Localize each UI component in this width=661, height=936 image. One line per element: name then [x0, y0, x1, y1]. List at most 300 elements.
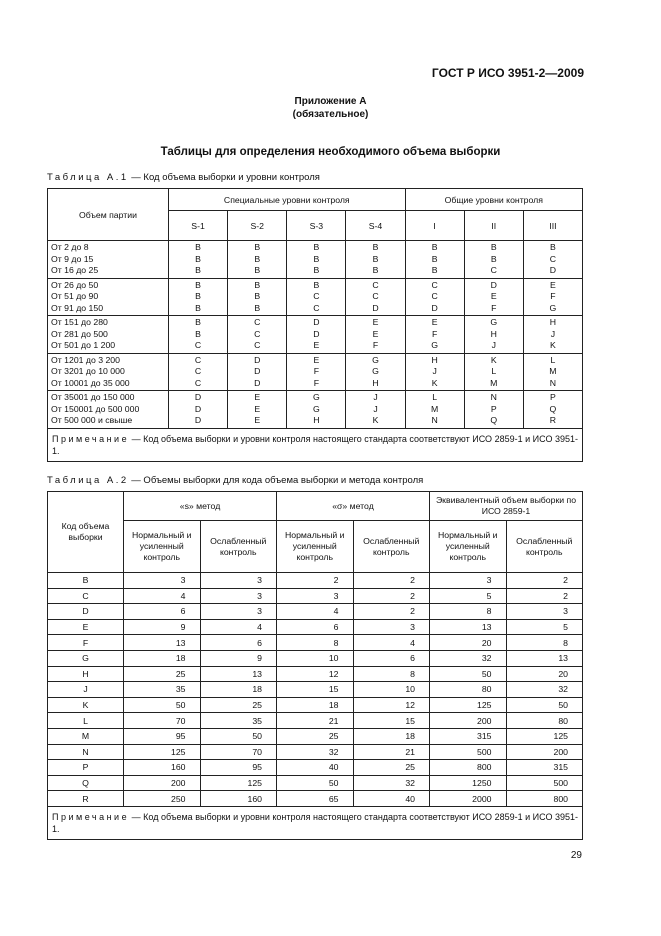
sample-size-cell: 125: [430, 697, 507, 713]
code-letter: D: [194, 415, 202, 425]
code-letter: E: [313, 354, 320, 365]
table2-note: [48, 806, 583, 839]
code-letter: N: [431, 415, 438, 425]
code-letter: H: [372, 377, 379, 388]
code-letter: L: [550, 354, 556, 365]
sample-size-cell: 200: [506, 744, 583, 760]
table1-caption-prefix: Таблица А.1: [47, 172, 129, 183]
code-letter-cell: [346, 316, 405, 354]
table2-caption: [47, 475, 423, 486]
code-letter-cell: [287, 316, 346, 354]
code-letter: B: [313, 253, 320, 264]
sample-size-cell: 80: [506, 713, 583, 729]
table-row: [48, 619, 583, 635]
sample-size-cell: 2: [277, 573, 354, 589]
code-letter: B: [490, 242, 497, 252]
table-row: [48, 713, 583, 729]
sample-code-table: [47, 188, 583, 462]
code-letter-cell: [346, 391, 405, 429]
code-letter: H: [431, 354, 438, 365]
code-letter: B: [431, 253, 438, 264]
code-letter: B: [195, 253, 201, 264]
sample-size-cell: 18: [200, 682, 277, 698]
code-letter: B: [195, 265, 201, 275]
table1-note: [48, 428, 583, 461]
code-cell: N: [48, 744, 124, 760]
lot-size-cell: [48, 241, 169, 279]
code-cell: L: [48, 713, 124, 729]
table1-group-row: [48, 316, 583, 354]
sample-size-cell: 800: [506, 791, 583, 807]
code-letter: C: [549, 253, 557, 264]
code-letter-cell: [346, 278, 405, 316]
lot-size-range: От 1201 до 3 200: [51, 354, 120, 365]
sample-size-cell: 35: [124, 682, 201, 698]
code-letter: G: [312, 403, 320, 414]
code-letter-cell: [523, 241, 582, 279]
appendix-title: Приложение А: [294, 96, 367, 107]
sample-size-cell: 18: [124, 650, 201, 666]
standard-designation: ГОСТ Р ИСО 3951-2—2009: [431, 66, 584, 80]
table1-note-text: — Код объема выборки и уровни контроля настоящего стандарта соответствуют ИСО 2859-1 и ИСО 3951-1.: [52, 433, 578, 456]
code-letter-cell: [228, 316, 287, 354]
code-letter-cell: [464, 241, 523, 279]
code-letter: B: [431, 265, 438, 275]
sample-size-cell: 50: [200, 728, 277, 744]
sample-size-cell: 18: [353, 728, 430, 744]
sample-size-cell: 65: [277, 791, 354, 807]
code-letter: P: [550, 392, 556, 402]
table-row: [48, 650, 583, 666]
sample-size-cell: 125: [124, 744, 201, 760]
code-letter: G: [372, 366, 379, 376]
sample-size-cell: 32: [353, 775, 430, 791]
code-header: Код объема выборки: [48, 492, 124, 573]
code-letter: H: [549, 317, 557, 327]
code-letter: B: [254, 265, 261, 275]
code-letter: D: [490, 279, 497, 290]
sample-size-cell: 3: [277, 588, 354, 604]
sample-size-cell: 2: [353, 588, 430, 604]
sample-size-cell: 50: [430, 666, 507, 682]
normal-header: Нормальный и усиленный контроль: [277, 521, 354, 573]
appendix-block: [0, 95, 661, 121]
code-letter: E: [550, 279, 556, 290]
code-letter-cell: [346, 353, 405, 391]
code-letter-cell: [523, 316, 582, 354]
table1-group-row: [48, 391, 583, 429]
code-letter: B: [195, 317, 201, 327]
code-letter: E: [431, 317, 438, 327]
table-row: [48, 744, 583, 760]
sample-size-cell: 32: [430, 650, 507, 666]
code-letter: E: [313, 340, 320, 350]
code-letter: H: [490, 328, 497, 339]
table-row: [48, 791, 583, 807]
code-letter-cell: [405, 353, 464, 391]
code-letter: G: [431, 340, 439, 350]
code-letter: J: [432, 366, 437, 376]
sample-size-cell: 10: [277, 650, 354, 666]
code-letter-cell: [287, 353, 346, 391]
sample-size-cell: 4: [124, 588, 201, 604]
lot-size-range: От 151 до 280: [51, 317, 108, 327]
sample-size-cell: 95: [124, 728, 201, 744]
table1-group-row: [48, 241, 583, 279]
sample-size-cell: 20: [430, 635, 507, 651]
table1-group-row: [48, 278, 583, 316]
general-levels-header: Общие уровни контроля: [405, 189, 582, 211]
code-letter: E: [490, 291, 497, 301]
level-header: III: [523, 211, 582, 241]
sample-size-cell: 3: [200, 604, 277, 620]
sample-size-cell: 32: [506, 682, 583, 698]
code-letter: K: [550, 340, 556, 350]
code-letter: D: [431, 302, 438, 313]
sample-size-cell: 315: [430, 728, 507, 744]
code-letter: L: [491, 366, 497, 376]
code-letter: B: [313, 279, 320, 290]
sample-size-cell: 125: [506, 728, 583, 744]
code-letter-cell: [523, 278, 582, 316]
sample-size-cell: 15: [277, 682, 354, 698]
lot-size-range: От 500 000 и свыше: [51, 415, 133, 425]
sample-size-cell: 4: [200, 619, 277, 635]
code-cell: C: [48, 588, 124, 604]
table-row: [48, 682, 583, 698]
code-cell: H: [48, 666, 124, 682]
code-cell: R: [48, 791, 124, 807]
sample-size-cell: 500: [506, 775, 583, 791]
lot-size-range: От 281 до 500: [51, 328, 108, 339]
code-letter: Q: [490, 415, 498, 425]
table2-note-text: — Код объема выборки и уровни контроля настоящего стандарта соответствуют ИСО 2859-1 и ИСО 3951-1.: [52, 811, 578, 834]
sample-size-cell: 160: [124, 760, 201, 776]
code-letter: G: [549, 302, 557, 313]
sample-size-cell: 18: [277, 697, 354, 713]
sample-size-cell: 8: [353, 666, 430, 682]
code-letter: C: [194, 340, 202, 350]
code-cell: B: [48, 573, 124, 589]
code-letter: D: [254, 377, 261, 388]
code-letter-cell: [464, 353, 523, 391]
sample-size-cell: 6: [200, 635, 277, 651]
code-letter: F: [550, 291, 556, 301]
sample-size-table: [47, 491, 583, 840]
level-header: II: [464, 211, 523, 241]
code-letter: F: [313, 377, 319, 388]
code-cell: J: [48, 682, 124, 698]
sample-size-cell: 2: [353, 573, 430, 589]
code-letter: D: [313, 317, 320, 327]
code-letter: C: [372, 279, 379, 290]
sample-size-cell: 3: [200, 573, 277, 589]
normal-header: Нормальный и усиленный контроль: [430, 521, 507, 573]
sample-size-cell: 50: [506, 697, 583, 713]
sample-size-cell: 3: [506, 604, 583, 620]
lot-size-range: От 9 до 15: [51, 253, 94, 264]
table2-caption-prefix: Таблица А.2: [47, 475, 129, 486]
code-letter: P: [490, 403, 497, 414]
sample-size-cell: 125: [200, 775, 277, 791]
table-row: [48, 635, 583, 651]
code-letter: G: [490, 317, 498, 327]
code-letter: D: [549, 265, 557, 275]
level-header: I: [405, 211, 464, 241]
code-letter: B: [254, 291, 261, 301]
reduced-header: Ослабленный контроль: [353, 521, 430, 573]
code-letter: B: [490, 253, 497, 264]
page-number: 29: [570, 850, 582, 861]
code-letter: C: [372, 291, 379, 301]
sample-size-cell: 8: [430, 604, 507, 620]
sample-size-cell: 2000: [430, 791, 507, 807]
code-letter-cell: [405, 391, 464, 429]
code-letter: E: [372, 328, 379, 339]
code-cell: D: [48, 604, 124, 620]
code-letter-cell: [169, 278, 228, 316]
lot-size-cell: [48, 278, 169, 316]
lot-size-range: От 10001 до 35 000: [51, 377, 130, 388]
level-header: S-4: [346, 211, 405, 241]
level-header: S-2: [228, 211, 287, 241]
code-letter: C: [254, 328, 261, 339]
lot-size-cell: [48, 391, 169, 429]
lot-size-range: От 150001 до 500 000: [51, 403, 140, 414]
code-letter-cell: [287, 278, 346, 316]
code-letter: E: [254, 403, 261, 414]
code-cell: Q: [48, 775, 124, 791]
sample-size-cell: 13: [124, 635, 201, 651]
code-letter: G: [372, 354, 379, 365]
code-letter-cell: [228, 391, 287, 429]
lot-size-range: От 51 до 90: [51, 291, 99, 301]
code-letter-cell: [287, 391, 346, 429]
sample-size-cell: 8: [277, 635, 354, 651]
sample-size-cell: 4: [277, 604, 354, 620]
code-letter: C: [194, 354, 202, 365]
sample-size-cell: 160: [200, 791, 277, 807]
page-heading: Таблицы для определения необходимого объема выборки: [160, 146, 501, 158]
sample-size-cell: 21: [353, 744, 430, 760]
code-letter: R: [549, 415, 557, 425]
code-letter-cell: [228, 278, 287, 316]
code-letter-cell: [228, 353, 287, 391]
sample-size-cell: 5: [430, 588, 507, 604]
sample-size-cell: 95: [200, 760, 277, 776]
code-cell: F: [48, 635, 124, 651]
sample-size-cell: 12: [277, 666, 354, 682]
code-letter: C: [254, 340, 261, 350]
table2-note-prefix: Примечание: [52, 811, 130, 822]
sample-size-cell: 9: [124, 619, 201, 635]
code-letter-cell: [405, 316, 464, 354]
sample-size-cell: 13: [430, 619, 507, 635]
sample-size-cell: 15: [353, 713, 430, 729]
code-letter: B: [195, 279, 201, 290]
s-method-header: «s» метод: [124, 492, 277, 521]
code-letter: F: [372, 340, 379, 350]
code-letter: J: [491, 340, 496, 350]
sample-size-cell: 200: [430, 713, 507, 729]
code-cell: G: [48, 650, 124, 666]
sample-size-cell: 13: [506, 650, 583, 666]
code-letter: B: [372, 265, 379, 275]
sigma-method-header: «σ» метод: [277, 492, 430, 521]
code-letter: B: [550, 242, 556, 252]
code-letter-cell: [523, 391, 582, 429]
sample-size-cell: 3: [353, 619, 430, 635]
sample-size-cell: 70: [200, 744, 277, 760]
sample-size-cell: 25: [124, 666, 201, 682]
sample-size-cell: 50: [124, 697, 201, 713]
sample-size-cell: 6: [124, 604, 201, 620]
code-letter: C: [254, 317, 261, 327]
code-cell: M: [48, 728, 124, 744]
code-letter-cell: [523, 353, 582, 391]
code-letter: C: [194, 377, 202, 388]
sample-size-cell: 315: [506, 760, 583, 776]
table-row: [48, 666, 583, 682]
lot-size-range: От 2 до 8: [51, 242, 89, 252]
code-letter: D: [254, 354, 261, 365]
sample-size-cell: 13: [200, 666, 277, 682]
code-letter: B: [313, 242, 320, 252]
code-letter: B: [372, 242, 379, 252]
sample-size-cell: 6: [277, 619, 354, 635]
sample-size-cell: 6: [353, 650, 430, 666]
table-row: [48, 728, 583, 744]
code-letter: B: [254, 253, 261, 264]
code-letter: C: [431, 291, 438, 301]
code-letter-cell: [228, 241, 287, 279]
table-row: [48, 760, 583, 776]
sample-size-cell: 70: [124, 713, 201, 729]
code-letter: B: [254, 242, 261, 252]
level-header: S-3: [287, 211, 346, 241]
code-letter: K: [431, 377, 438, 388]
code-letter: D: [194, 403, 202, 414]
code-letter: B: [254, 279, 261, 290]
code-letter: K: [372, 415, 379, 425]
lot-size-range: От 16 до 25: [51, 265, 99, 275]
sample-size-cell: 8: [506, 635, 583, 651]
code-letter-cell: [287, 241, 346, 279]
normal-header: Нормальный и усиленный контроль: [124, 521, 201, 573]
lot-size-range: От 35001 до 150 000: [51, 392, 135, 402]
equivalent-header: Эквивалентный объем выборки по ИСО 2859-1: [430, 492, 583, 521]
code-letter: N: [490, 392, 497, 402]
code-letter-cell: [169, 241, 228, 279]
code-cell: P: [48, 760, 124, 776]
code-letter-cell: [169, 316, 228, 354]
code-letter: D: [313, 328, 320, 339]
sample-size-cell: 40: [353, 791, 430, 807]
sample-size-cell: 32: [277, 744, 354, 760]
sample-size-cell: 40: [277, 760, 354, 776]
lot-size-range: От 501 до 1 200: [51, 340, 116, 350]
code-cell: E: [48, 619, 124, 635]
table-row: [48, 697, 583, 713]
code-letter: B: [431, 242, 438, 252]
sample-size-cell: 50: [277, 775, 354, 791]
sample-size-cell: 2: [353, 604, 430, 620]
code-letter: B: [195, 328, 201, 339]
table1-group-row: [48, 353, 583, 391]
sample-size-cell: 3: [124, 573, 201, 589]
code-letter: C: [313, 291, 320, 301]
sample-size-cell: 9: [200, 650, 277, 666]
lot-size-range: От 91 до 150: [51, 302, 104, 313]
code-letter: C: [194, 366, 202, 376]
sample-size-cell: 21: [277, 713, 354, 729]
level-header: S-1: [169, 211, 228, 241]
sample-size-cell: 12: [353, 697, 430, 713]
code-letter: M: [431, 403, 439, 414]
code-letter: E: [372, 317, 379, 327]
code-letter: Q: [549, 403, 557, 414]
code-letter: F: [431, 328, 438, 339]
table-row: [48, 775, 583, 791]
table-row: [48, 573, 583, 589]
appendix-status: (обязательное): [292, 109, 369, 120]
code-letter: D: [254, 366, 261, 376]
code-letter: B: [195, 291, 201, 301]
table2-caption-text: — Объемы выборки для кода объема выборки и метода контроля: [128, 475, 424, 486]
sample-size-cell: 2: [506, 573, 583, 589]
code-letter: B: [254, 302, 261, 313]
code-letter: D: [372, 302, 379, 313]
sample-size-cell: 250: [124, 791, 201, 807]
code-letter-cell: [346, 241, 405, 279]
code-cell: K: [48, 697, 124, 713]
code-letter-cell: [405, 278, 464, 316]
sample-size-cell: 2: [506, 588, 583, 604]
sample-size-cell: 25: [353, 760, 430, 776]
sample-size-cell: 25: [277, 728, 354, 744]
sample-size-cell: 500: [430, 744, 507, 760]
sample-size-cell: 3: [200, 588, 277, 604]
sample-size-cell: 800: [430, 760, 507, 776]
code-letter: M: [490, 377, 498, 388]
code-letter: L: [432, 392, 438, 402]
sample-size-cell: 4: [353, 635, 430, 651]
code-letter: M: [549, 366, 557, 376]
code-letter: B: [313, 265, 320, 275]
code-letter: F: [491, 302, 497, 313]
sample-size-cell: 20: [506, 666, 583, 682]
lot-size-header: Объем партии: [48, 189, 169, 241]
code-letter: B: [372, 253, 379, 264]
sample-size-cell: 3: [430, 573, 507, 589]
code-letter: C: [431, 279, 438, 290]
code-letter: D: [194, 392, 202, 402]
sample-size-cell: 200: [124, 775, 201, 791]
sample-size-cell: 1250: [430, 775, 507, 791]
reduced-header: Ослабленный контроль: [506, 521, 583, 573]
code-letter-cell: [169, 353, 228, 391]
code-letter: G: [312, 392, 320, 402]
code-letter-cell: [464, 316, 523, 354]
sample-size-cell: 35: [200, 713, 277, 729]
code-letter: H: [313, 415, 320, 425]
sample-size-cell: 10: [353, 682, 430, 698]
code-letter: J: [373, 392, 378, 402]
lot-size-cell: [48, 316, 169, 354]
code-letter: C: [313, 302, 320, 313]
lot-size-cell: [48, 353, 169, 391]
code-letter: F: [313, 366, 319, 376]
